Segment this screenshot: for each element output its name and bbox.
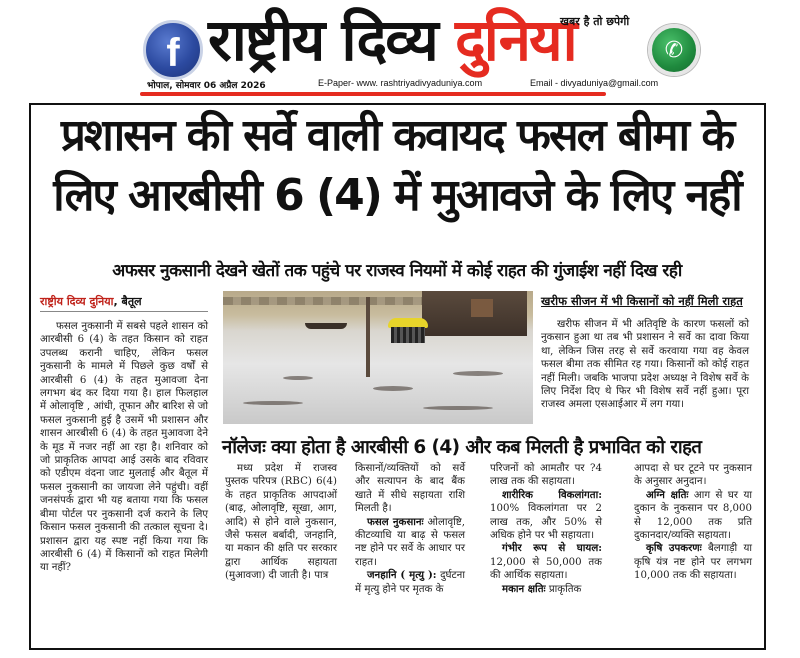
masthead (0, 0, 800, 100)
knowledge-item (355, 569, 465, 596)
photo-treeline (223, 297, 423, 305)
title-part-red: दुनिया (454, 6, 576, 74)
left-column-text: फसल नुकसानी में सबसे पहले शासन को आरबीसी 6 (4) के तहत किसान को राहत उपलब्ध करानी चाहिए, लेकिन फसल नुकसानी के मामले में पिछले कुछ वर्षों से आरबीसी 6 (4) के तहत मुआवजा देना लगभग बंद कर दिया गया है। हाल फिलहाल में ओलावृष्टि , आंधी, तूफान और बारिश से जो फसल नुकसानी हुई है उसमें भी प्रशासन और शासन आरबीसी 6 (4) के तहत मुआवजा देने के मूड में नजर नहीं आ रहा है। शनिवार को जो प्राकृतिक आपदा आई उसके बाद रविवार को एडीएम वंदना जाट मुलताई और बैतूल में फसल नुकसानी का जायजा लेने पहुंची। वहीं जनसंपर्क द्वारा भी यह बताया गया कि फसल बीमा पोर्टल पर नुकसानी दर्ज कराने के लिए किसान फसल नुकसानी की तत्काल सूचना दे। प्रशासन द्वारा यह स्पष्ट नहीं किया गया कि आरबीसी 6 (4) में किसानों को राहत मिलेगी या नहीं? (40, 321, 208, 574)
photo-rack (391, 327, 425, 343)
knowledge-column-2 (355, 462, 465, 596)
newspaper-title (208, 2, 576, 78)
masthead-divider (140, 92, 606, 96)
item-text: ओलावृष्टि, कीटव्याधि या बाढ़ से फसल नष्ट होने पर सर्वे के आधार पर राहत। (355, 516, 465, 568)
knowledge-column-1: मध्य प्रदेश में राजस्व पुस्तक परिपत्र (RBC) 6(4) के तहत प्राकृतिक आपदाओं (बाढ़, ओलावृष्टि, सूखा, आग, आदि) से होने वाले नुकसान, जैसे फसल बर्बादी, जनहानि, या मकान की क्षति पर सरकार द्वारा आर्थिक सहायता (मुआवजा) दी जाती है। पात्र (225, 463, 337, 582)
item-text: बैलगाड़ी या कृषि यंत्र नष्ट होने पर लगभग 10,000 तक की सहायता। (634, 543, 752, 582)
knowledge-item (490, 583, 602, 596)
title-part-black: राष्ट्रीय दिव्य (208, 6, 455, 74)
byline-paper: राष्ट्रीय दिव्य दुनिया (40, 295, 114, 308)
knowledge-item (355, 516, 465, 570)
news-photo (223, 291, 533, 424)
knowledge-col3-intro: परिजनों को आमतौर पर ?4 लाख तक की सहायता। (490, 463, 602, 488)
item-label: कृषि उपकरणः (646, 542, 702, 555)
email-link[interactable]: Email - divyaduniya@gmail.com (530, 78, 659, 88)
item-label: फसल नुकसानः (367, 515, 424, 528)
knowledge-column-3 (490, 462, 602, 596)
item-label: मकान क्षतिः (502, 582, 546, 595)
photo-debris (283, 376, 313, 380)
item-label: अग्नि क्षतिः (646, 488, 689, 501)
epaper-link[interactable]: E-Paper- www. rashtriyadivyaduniya.com (318, 78, 483, 88)
byline-place: , बैतूल (113, 295, 142, 308)
photo-debris (243, 401, 303, 405)
knowledge-col4-intro: आपदा से घर टूटने पर नुकसान के अनुसार अनुदान। (634, 463, 752, 488)
item-text: 100% विकलांगता पर 2 लाख तक, और 50% से अधिक होने पर भी सहायता। (490, 503, 602, 542)
side-story-title: खरीफ सीजन में भी किसानों को नहीं मिली राहत (541, 294, 743, 308)
main-headline: प्रशासन की सर्वे वाली कवायद फसल बीमा के लिए आरबीसी 6 (4) में मुआवजे के लिए नहीं (53, 110, 741, 221)
knowledge-item (490, 489, 602, 543)
dateline: भोपाल, सोमवार 06 अप्रैल 2026 (147, 81, 266, 91)
item-text: आग से घर या दुकान के नुकसान पर 8,000 से 12,000 तक प्रति दुकानदार/व्यक्ति सहायता। (634, 489, 752, 542)
photo-debris (453, 371, 503, 376)
sub-headline: अफसर नुकसानी देखने खेतों तक पहुंचे पर राजस्व नियमों में कोई राहत की गुंजाईश नहीं दिख रही (112, 261, 682, 281)
photo-pole (366, 297, 370, 377)
knowledge-col2-intro: किसानों/व्यक्तियों को सर्वे और सत्यापन के बाद बैंक खाते में सीधे सहायता राशि मिलती है। (355, 463, 465, 515)
knowledge-item (634, 489, 752, 543)
byline (40, 294, 142, 309)
photo-debris (423, 406, 493, 410)
knowledge-title: नॉलेजः क्या होता है आरबीसी 6 (4) और कब मिलती है प्रभावित को राहत (222, 437, 702, 458)
item-text: प्राकृतिक (545, 583, 582, 595)
knowledge-item (634, 542, 752, 582)
photo-boat (305, 323, 347, 329)
photo-shed-detail (471, 299, 493, 317)
item-label: जनहानि ( मृत्यु ): (367, 569, 437, 582)
photo-debris (373, 386, 413, 391)
item-label: शारीरिक विकलांगता: (502, 488, 602, 501)
facebook-icon[interactable]: f (143, 20, 203, 80)
byline-divider (40, 311, 208, 312)
tagline: खबर है तो छपेगी (560, 15, 630, 28)
whatsapp-icon[interactable]: ✆ (648, 24, 700, 76)
item-text: 12,000 से 50,000 तक की आर्थिक सहायता। (490, 556, 602, 582)
side-story-text: खरीफ सीजन में भी अतिवृष्टि के कारण फसलों को नुकसान हुआ था तब भी प्रशासन ने सर्वे का दावा किया था, लेकिन जिस तरह से सर्वे करवाया गया वह केवल फसल बीमा तक सीमित रह गया। किसानों को कोई राहत नहीं मिली। जबकि भाजपा प्रदेश अध्यक्ष ने विशेष सर्वे के लिए निर्देश दिए थे फिर भी विशेष सर्वे नहीं हुआ। पूरा राजस्व अमला एसआईआर में लग गया। (541, 319, 749, 411)
item-text: दुर्घटना में मृत्यु होने पर मृतक के (355, 570, 465, 595)
knowledge-column-4 (634, 462, 752, 583)
item-label: गंभीर रूप से घायल: (502, 542, 602, 555)
knowledge-item (490, 542, 602, 582)
